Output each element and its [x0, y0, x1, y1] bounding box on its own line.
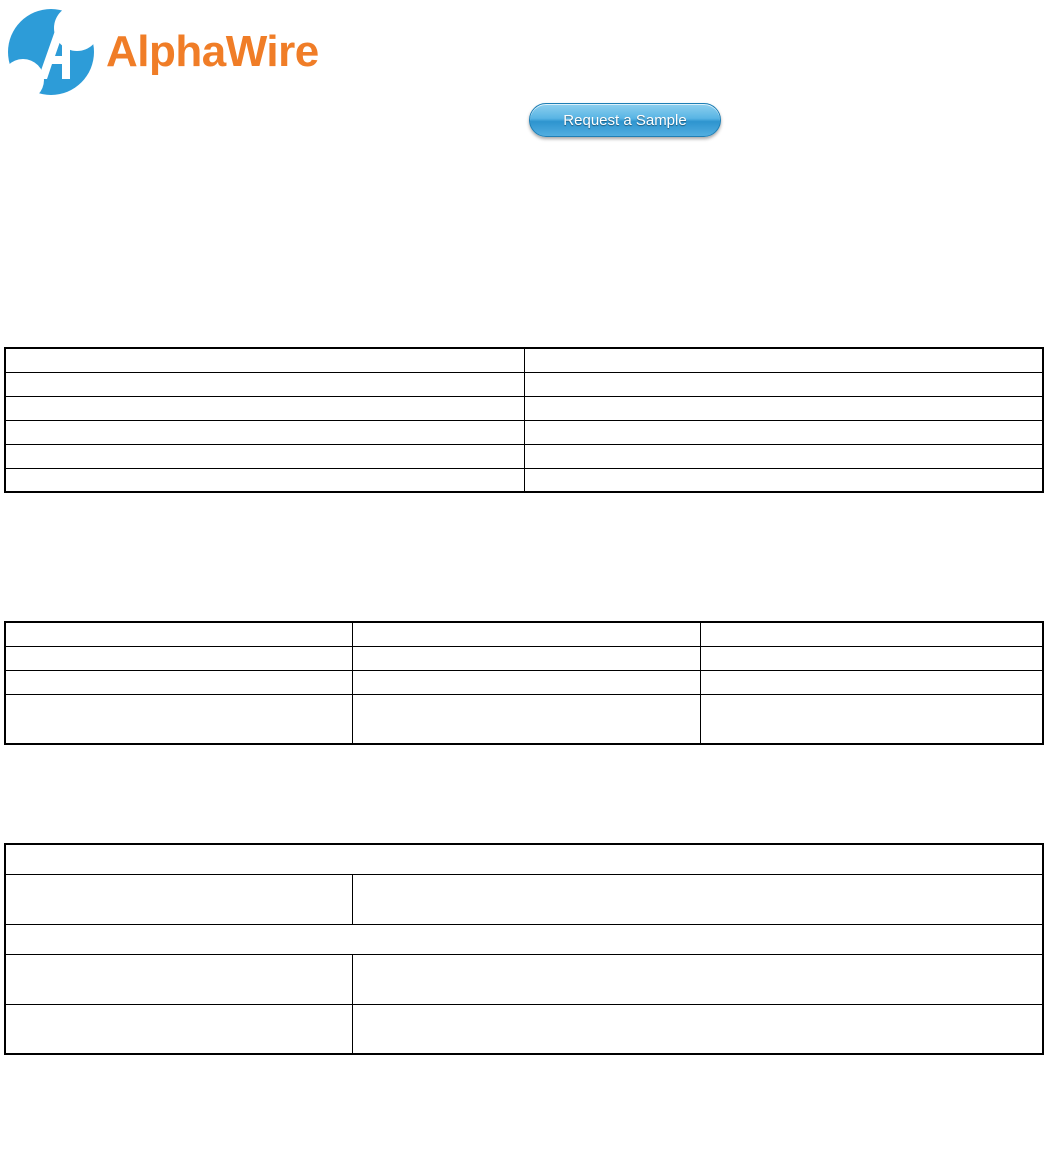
table-cell	[353, 646, 701, 670]
table-cell	[700, 694, 1043, 744]
table-cell	[5, 694, 353, 744]
table-cell	[353, 622, 701, 646]
alphawire-logo	[8, 8, 319, 96]
table-row	[5, 646, 1043, 670]
table-cell	[524, 420, 1043, 444]
table-row	[5, 444, 1043, 468]
table-cell	[5, 670, 353, 694]
logo-text-wire: Wire	[225, 27, 319, 76]
table-row	[5, 622, 1043, 646]
table-cell	[353, 694, 701, 744]
table-cell	[5, 844, 1043, 874]
table-row	[5, 670, 1043, 694]
table-cell	[5, 372, 524, 396]
table-cell	[524, 468, 1043, 492]
table-cell	[5, 1004, 353, 1054]
table-cell	[5, 420, 524, 444]
page-header	[0, 0, 1048, 170]
specifications-table	[4, 347, 1044, 493]
alphawire-a-disc-icon	[8, 9, 94, 95]
table-row	[5, 874, 1043, 924]
table-cell	[5, 468, 524, 492]
table-cell	[5, 348, 524, 372]
table-row	[5, 420, 1043, 444]
table-cell	[353, 874, 1043, 924]
table-cell	[524, 372, 1043, 396]
table-row	[5, 348, 1043, 372]
table-cell	[5, 646, 353, 670]
table-cell	[524, 348, 1043, 372]
table-cell	[700, 670, 1043, 694]
table-cell	[5, 924, 1043, 954]
alphawire-wordmark	[106, 27, 319, 76]
construction-table	[4, 621, 1044, 745]
table-cell	[700, 622, 1043, 646]
table-cell	[700, 646, 1043, 670]
table-row	[5, 844, 1043, 874]
table-row	[5, 396, 1043, 420]
table-row	[5, 954, 1043, 1004]
table-row	[5, 468, 1043, 492]
table-row	[5, 372, 1043, 396]
table-cell	[353, 954, 1043, 1004]
ratings-table	[4, 843, 1044, 1055]
logo-text-alpha: Alpha	[106, 27, 226, 76]
table-row	[5, 694, 1043, 744]
table-cell	[353, 670, 701, 694]
table-row	[5, 1004, 1043, 1054]
table-cell	[5, 954, 353, 1004]
table-cell	[5, 622, 353, 646]
table-cell	[5, 874, 353, 924]
table-cell	[524, 444, 1043, 468]
request-a-sample-button[interactable]: Request a Sample	[529, 103, 721, 137]
table-cell	[524, 396, 1043, 420]
table-cell	[5, 396, 524, 420]
table-cell	[353, 1004, 1043, 1054]
table-cell	[5, 444, 524, 468]
table-row	[5, 924, 1043, 954]
